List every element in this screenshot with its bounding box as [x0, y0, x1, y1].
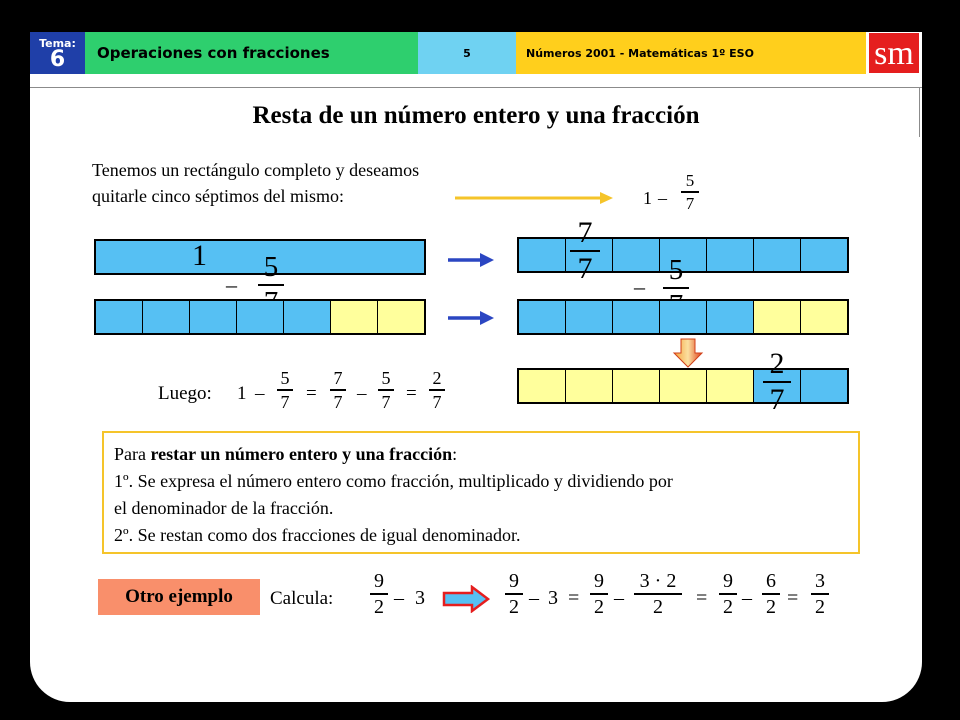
expr-one: 1 [643, 188, 652, 208]
bar-cell [613, 239, 660, 271]
arrow-right-icon [455, 188, 615, 208]
luego-fraction-1: 5 7 [277, 369, 293, 411]
bar-cell-yellow [331, 301, 378, 333]
result-bar [517, 368, 849, 404]
example-fraction-5: 9 2 [719, 571, 737, 617]
right-minus: – [634, 274, 645, 299]
calcula-label: Calcula: [270, 588, 334, 609]
page-number: 5 [418, 32, 516, 74]
example-equals-1: = [568, 587, 580, 609]
publisher-logo [866, 32, 922, 74]
whole-bar-label: 1 [192, 239, 207, 272]
arrow-right-icon [448, 250, 496, 270]
bar-cell [566, 301, 613, 333]
example-equals-2: = [696, 587, 708, 609]
luego-fraction-4: 2 7 [429, 369, 445, 411]
result-den: 7 [769, 382, 785, 416]
example-fraction-7: 3 2 [811, 571, 829, 617]
luego-one: 1 [237, 383, 247, 404]
left-minus: – [226, 272, 237, 297]
bar-cell-yellow [566, 370, 613, 402]
bar-cell [707, 301, 754, 333]
example-minus-2: – [529, 587, 539, 609]
rule-box [102, 431, 860, 554]
bar-cell [237, 301, 284, 333]
bar-cell [754, 239, 801, 271]
result-fraction [763, 349, 791, 415]
bar-cell [190, 301, 237, 333]
example-minus-1: – [394, 587, 404, 609]
example-fraction-6: 6 2 [762, 571, 780, 617]
otro-ejemplo-button[interactable]: Otro ejemplo [98, 579, 260, 615]
five-sevenths-bar [517, 299, 849, 335]
luego-label: Luego: [158, 383, 212, 404]
intro-line-2: quitarle cinco séptimos del mismo: [92, 186, 344, 206]
tema-badge [30, 32, 85, 74]
arrow-down-icon [672, 337, 704, 369]
bar-cell [143, 301, 190, 333]
expr-fraction [681, 172, 699, 212]
luego-minus-2: – [357, 383, 367, 404]
tema-label: Tema: [39, 36, 76, 50]
bar-cell-yellow [707, 370, 754, 402]
intro-line-1: Tenemos un rectángulo completo y deseamos [92, 160, 420, 180]
right-top-num: 7 [577, 216, 593, 249]
seven-sevenths-fraction [570, 218, 600, 284]
left-num: 5 [263, 251, 279, 283]
bar-cell-yellow [378, 301, 424, 333]
bar-cell-yellow [613, 370, 660, 402]
bar-cell-yellow [754, 301, 801, 333]
example-fraction-3: 9 2 [590, 571, 608, 617]
expr-num: 5 [685, 171, 695, 190]
example-three-1: 3 [415, 587, 425, 609]
divided-bar [94, 299, 426, 335]
luego-fraction-2: 7 7 [330, 369, 346, 411]
result-num: 2 [769, 347, 785, 380]
bar-cell [284, 301, 331, 333]
example-three-2: 3 [548, 587, 558, 609]
bar-cell-yellow [801, 301, 847, 333]
example-equals-3: = [787, 587, 799, 609]
rule-line-4: 2º. Se restan como dos fracciones de igual denominador. [114, 525, 521, 545]
bar-cell [801, 239, 847, 271]
luego-equals-2: = [406, 383, 417, 404]
header-divider [30, 87, 922, 88]
example-fraction-4: 3 · 2 2 [634, 571, 682, 617]
example-minus-4: – [742, 587, 752, 609]
bar-cell [660, 301, 707, 333]
slide [30, 32, 922, 702]
page-title: Resta de un número entero y una fracción [252, 102, 700, 129]
bar-cell [519, 301, 566, 333]
rule-line-3: el denominador de la fracción. [114, 498, 334, 518]
example-minus-3: – [614, 587, 624, 609]
luego-equals: = [306, 383, 317, 404]
expr-minus: – [658, 188, 667, 208]
book-title: Números 2001 - Matemáticas 1º ESO [516, 32, 866, 74]
tema-number: 6 [49, 46, 66, 72]
rule-line-1: Para restar un número entero y una fracción: [114, 444, 458, 464]
bar-cell-yellow [660, 370, 707, 402]
luego-fraction-3: 5 7 [378, 369, 394, 411]
bar-cell [96, 301, 143, 333]
bar-cell-yellow [519, 370, 566, 402]
bar-cell [613, 301, 660, 333]
sm-logo: sm [869, 33, 919, 73]
expr-den: 7 [685, 193, 695, 213]
luego-minus: – [255, 383, 265, 404]
bar-cell [707, 239, 754, 271]
bar-cell [801, 370, 847, 402]
example-fraction-1: 9 2 [370, 571, 388, 617]
topic-title: Operaciones con fracciones [85, 32, 418, 74]
arrow-right-icon [442, 585, 490, 613]
example-fraction-2: 9 2 [505, 571, 523, 617]
right-top-den: 7 [577, 251, 593, 285]
arrow-right-icon [448, 308, 496, 328]
bar-cell [519, 239, 566, 271]
right-num: 5 [668, 254, 684, 286]
rule-line-2: 1º. Se expresa el número entero como fracción, multiplicado y dividiendo por [114, 471, 673, 491]
